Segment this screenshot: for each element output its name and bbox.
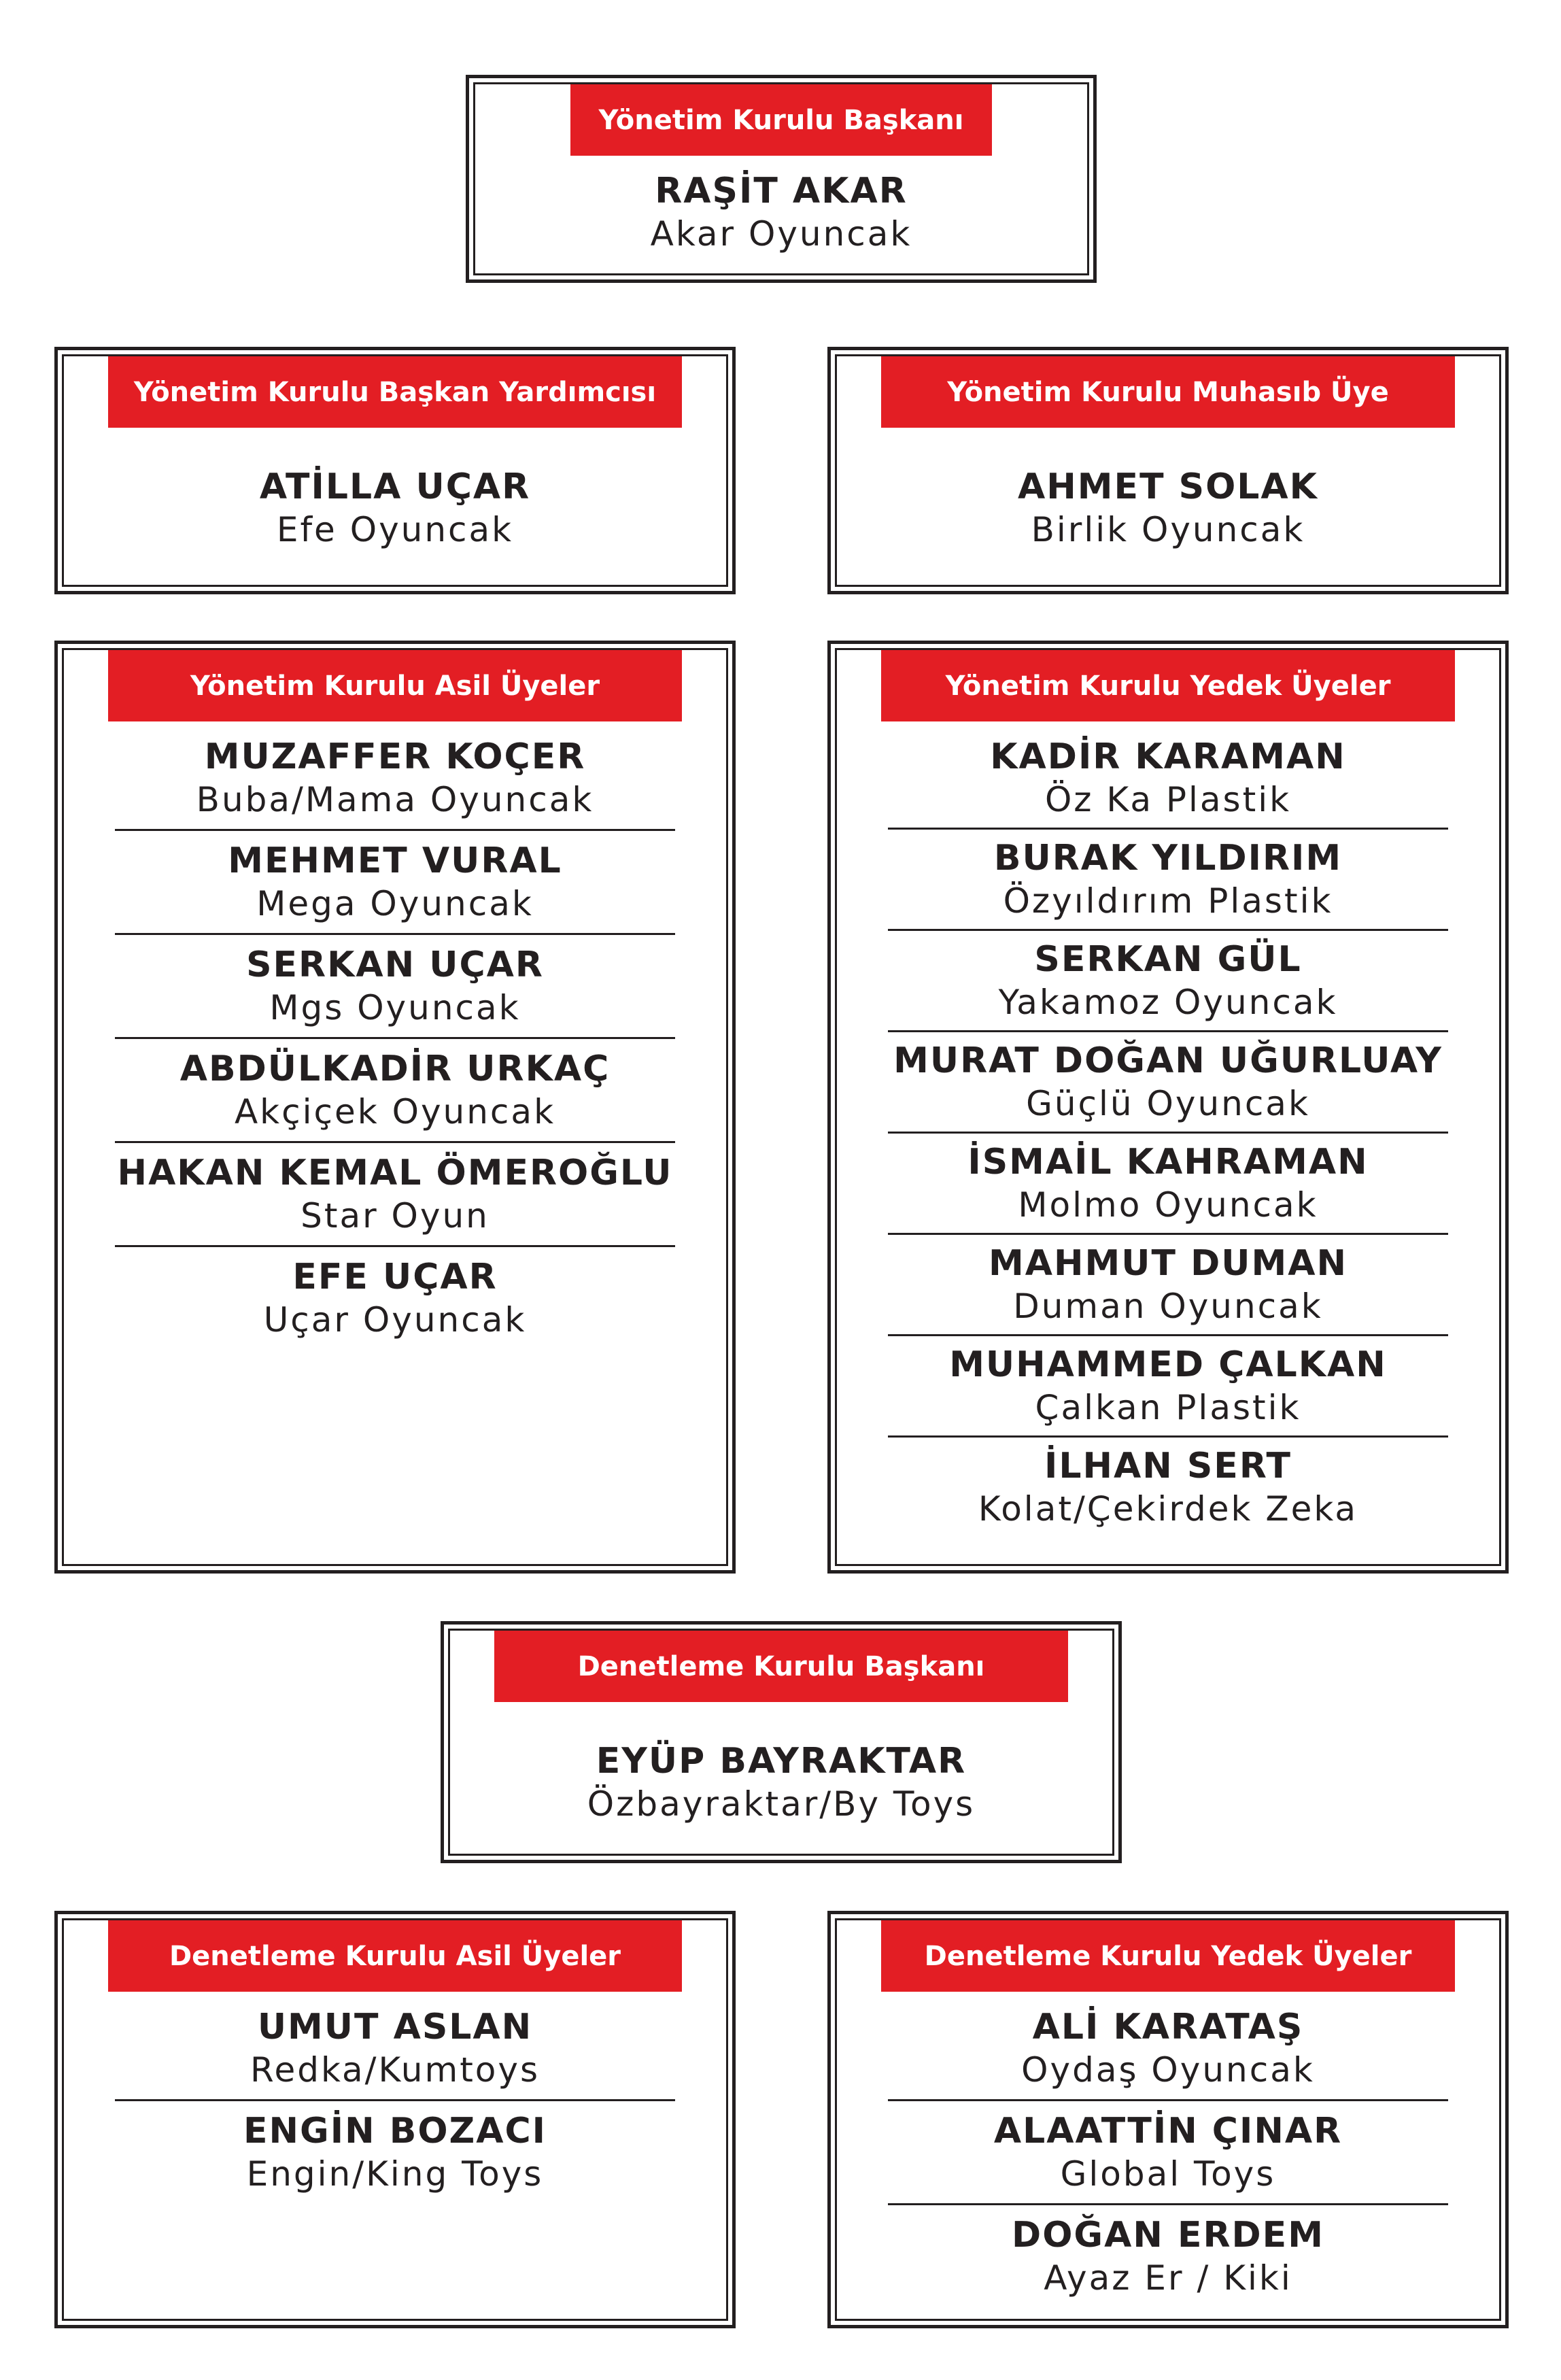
member-name: MURAT DOĞAN UĞURLUAY [893, 1040, 1443, 1081]
member-company: Molmo Oyuncak [1018, 1185, 1318, 1225]
board-box-baskan-yardimcisi [54, 347, 736, 594]
member-divider [888, 1435, 1448, 1438]
member-company: Öz Ka Plastik [1044, 780, 1292, 819]
member-name: ALAATTİN ÇINAR [993, 2111, 1343, 2152]
member-company: Oydaş Oyuncak [1021, 2050, 1315, 2090]
member-company: Güçlü Oyuncak [1026, 1084, 1310, 1123]
member-entry [115, 839, 675, 925]
member-entry [888, 735, 1448, 821]
board-box-inner [62, 1918, 728, 2321]
member-name: RAŞİT AKAR [655, 171, 908, 211]
member-company: Özbayraktar/By Toys [587, 1784, 976, 1824]
board-box-muhasib-uye [827, 347, 1509, 594]
member-name: EYÜP BAYRAKTAR [596, 1741, 967, 1782]
member-entry [888, 1242, 1448, 1327]
member-name: ABDÜLKADİR URKAÇ [179, 1049, 611, 1089]
member-entry [888, 2005, 1448, 2091]
member-name: HAKAN KEMAL ÖMEROĞLU [117, 1153, 673, 1193]
member-company: Buba/Mama Oyuncak [196, 780, 594, 819]
member-name: MAHMUT DUMAN [989, 1243, 1348, 1284]
member-list [888, 465, 1448, 551]
member-divider [888, 1030, 1448, 1032]
member-divider [115, 933, 675, 935]
member-company: Engin/King Toys [246, 2154, 544, 2194]
member-company: Akçiçek Oyuncak [234, 1092, 556, 1132]
section-title: Yönetim Kurulu Başkanı [570, 84, 992, 156]
member-entry [888, 2109, 1448, 2195]
member-name: UMUT ASLAN [257, 2007, 533, 2047]
member-name: İSMAİL KAHRAMAN [967, 1142, 1369, 1183]
member-list [115, 735, 675, 1341]
board-box-denetleme-baskani [441, 1621, 1122, 1863]
board-box-inner [473, 82, 1089, 275]
member-list [888, 735, 1448, 1530]
member-divider [115, 829, 675, 831]
member-entry [115, 943, 675, 1029]
member-company: Akar Oyuncak [650, 214, 912, 254]
member-name: AHMET SOLAK [1018, 466, 1318, 507]
member-entry [115, 1151, 675, 1237]
member-name: İLHAN SERT [1044, 1446, 1292, 1486]
member-entry [888, 465, 1448, 551]
member-name: SERKAN GÜL [1034, 939, 1302, 980]
member-name: EFE UÇAR [292, 1257, 498, 1297]
board-box-inner [835, 648, 1501, 1566]
member-divider [115, 1245, 675, 1247]
member-entry [115, 2005, 675, 2091]
board-box-baskan [466, 75, 1097, 283]
member-divider [888, 1233, 1448, 1235]
member-list [115, 2005, 675, 2195]
member-company: Mgs Oyuncak [269, 988, 521, 1027]
member-entry [501, 1739, 1061, 1825]
board-box-inner [835, 1918, 1501, 2321]
member-name: MUHAMMED ÇALKAN [949, 1344, 1387, 1385]
member-company: Kolat/Çekirdek Zeka [978, 1489, 1358, 1529]
section-title: Yönetim Kurulu Yedek Üyeler [881, 650, 1455, 721]
member-divider [115, 1037, 675, 1039]
board-box-inner [62, 354, 728, 587]
member-name: MUZAFFER KOÇER [204, 736, 586, 777]
member-company: Yakamoz Oyuncak [998, 983, 1338, 1022]
member-company: Birlik Oyuncak [1031, 510, 1305, 549]
member-divider [888, 2203, 1448, 2205]
member-company: Duman Oyuncak [1013, 1287, 1323, 1326]
member-divider [115, 1141, 675, 1143]
board-box-denetleme-asil [54, 1911, 736, 2328]
member-divider [888, 828, 1448, 830]
member-name: ATİLLA UÇAR [259, 466, 531, 507]
member-entry [888, 1140, 1448, 1226]
board-box-inner [835, 354, 1501, 587]
member-company: Ayaz Er / Kiki [1044, 2258, 1292, 2298]
board-box-asil-uyeler [54, 641, 736, 1574]
member-entry [888, 1444, 1448, 1530]
board-box-inner [448, 1629, 1114, 1856]
section-title: Denetleme Kurulu Yedek Üyeler [881, 1920, 1455, 1992]
member-entry [115, 735, 675, 821]
section-title: Denetleme Kurulu Başkanı [494, 1631, 1068, 1702]
member-divider [888, 929, 1448, 931]
member-entry [115, 2109, 675, 2195]
member-company: Redka/Kumtoys [250, 2050, 541, 2090]
member-name: SERKAN UÇAR [246, 945, 544, 985]
member-name: MEHMET VURAL [228, 840, 562, 881]
board-box-denetleme-yedek [827, 1911, 1509, 2328]
member-divider [888, 1132, 1448, 1134]
section-title: Yönetim Kurulu Asil Üyeler [108, 650, 682, 721]
member-company: Efe Oyuncak [276, 510, 514, 549]
member-entry [888, 1343, 1448, 1429]
member-company: Star Oyun [301, 1196, 490, 1236]
member-name: ENGİN BOZACI [243, 2111, 547, 2152]
member-entry [888, 2213, 1448, 2299]
member-name: BURAK YILDIRIM [993, 838, 1343, 879]
member-divider [888, 1334, 1448, 1336]
member-divider [888, 2099, 1448, 2101]
member-company: Mega Oyuncak [256, 884, 534, 923]
section-title: Denetleme Kurulu Asil Üyeler [108, 1920, 682, 1992]
member-list [526, 169, 1036, 255]
member-company: Global Toys [1060, 2154, 1276, 2194]
member-company: Uçar Oyuncak [263, 1300, 527, 1340]
member-entry [888, 836, 1448, 922]
member-list [888, 2005, 1448, 2299]
member-list [115, 465, 675, 551]
member-entry [115, 465, 675, 551]
section-title: Yönetim Kurulu Muhasıb Üye [881, 356, 1455, 428]
board-box-yedek-uyeler [827, 641, 1509, 1574]
member-entry [115, 1047, 675, 1133]
member-entry [115, 1255, 675, 1341]
member-company: Çalkan Plastik [1035, 1388, 1301, 1427]
member-entry [526, 169, 1036, 255]
section-title: Yönetim Kurulu Başkan Yardımcısı [108, 356, 682, 428]
member-divider [115, 2099, 675, 2101]
member-name: ALİ KARATAŞ [1032, 2007, 1304, 2047]
member-name: KADİR KARAMAN [990, 736, 1346, 777]
member-entry [888, 1039, 1448, 1125]
board-box-inner [62, 648, 728, 1566]
member-entry [888, 938, 1448, 1023]
member-list [501, 1739, 1061, 1825]
member-name: DOĞAN ERDEM [1012, 2215, 1324, 2256]
member-company: Özyıldırım Plastik [1003, 881, 1333, 921]
